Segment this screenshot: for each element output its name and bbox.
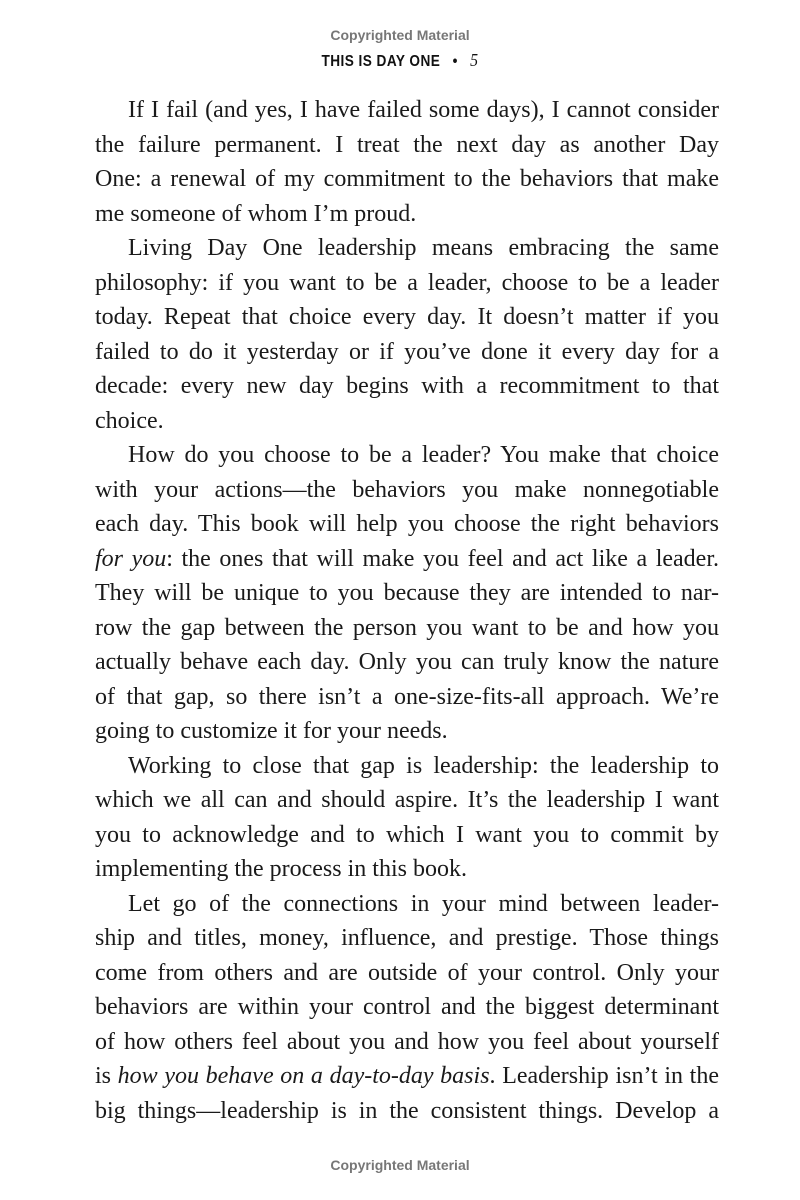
text-segment: come from others and are outside of your control. Only your — [95, 959, 719, 986]
text-line — [95, 473, 719, 508]
body-text — [95, 93, 719, 1128]
text-segment: of that gap, so there isn’t a one-size-fits-all approach. We’re — [95, 683, 719, 710]
italic-text: how you behave on a day-to-day basis — [117, 1063, 490, 1089]
text-segment: Living Day One leadership means embracing the same — [128, 235, 719, 261]
text-segment: One: a renewal of my commitment to the behaviors that make — [95, 166, 719, 192]
text-segment: . Leadership isn’t in the — [489, 1063, 719, 1089]
text-segment: each day. This book will help you choose the right behaviors — [95, 511, 719, 537]
text-line — [95, 956, 719, 991]
text-line — [95, 680, 719, 715]
text-line — [95, 1094, 719, 1129]
text-line — [95, 231, 719, 266]
text-line — [95, 369, 719, 404]
text-line — [95, 197, 719, 232]
copyright-watermark-bottom: Copyrighted Material — [330, 1157, 470, 1173]
text-line — [95, 645, 719, 680]
text-line — [95, 783, 719, 818]
text-line — [95, 921, 719, 956]
text-line — [95, 128, 719, 163]
paragraph — [95, 749, 719, 887]
text-line — [95, 542, 719, 577]
text-line — [95, 404, 719, 439]
text-segment: They will be unique to you because they are intended to nar- — [95, 580, 719, 606]
text-segment: the failure permanent. I treat the next day as another Day — [95, 131, 719, 158]
text-segment: is — [95, 1063, 118, 1089]
text-segment: you to acknowledge and to which I want you to commit by — [95, 821, 719, 848]
text-segment: going to customize it for your needs. — [95, 718, 448, 744]
text-segment: philosophy: if you want to be a leader, choose to be a leader — [95, 269, 719, 296]
text-line — [95, 93, 719, 128]
text-line — [95, 611, 719, 646]
text-line — [95, 1025, 719, 1060]
italic-text: for you — [95, 545, 167, 572]
text-segment: behaviors are within your control and the biggest determinant — [95, 994, 719, 1020]
paragraph — [95, 93, 719, 231]
separator-bullet: • — [452, 53, 458, 70]
text-segment: : the ones that will make you feel and act like a leader. — [166, 545, 719, 572]
text-segment: with your actions—the behaviors you make nonnegotiable — [95, 476, 719, 503]
page-number: 5 — [470, 50, 479, 70]
text-segment: ship and titles, money, influence, and prestige. Those things — [95, 925, 719, 951]
text-segment: How do you choose to be a leader? You make that choice — [128, 442, 719, 468]
paragraph — [95, 231, 719, 438]
text-segment: decade: every new day begins with a recommitment to that — [95, 373, 719, 399]
text-line — [95, 714, 719, 749]
text-line — [95, 438, 719, 473]
text-line — [95, 266, 719, 301]
text-line — [95, 507, 719, 542]
text-line — [95, 887, 719, 922]
text-line — [95, 990, 719, 1025]
text-segment: of how others feel about you and how you feel about yourself — [95, 1028, 719, 1055]
text-line — [95, 749, 719, 784]
text-line — [95, 162, 719, 197]
text-segment: which we all can and should aspire. It’s the leadership I want — [95, 787, 719, 813]
paragraph — [95, 887, 719, 1129]
running-head — [48, 50, 752, 71]
text-segment: actually behave each day. Only you can truly know the nature — [95, 649, 719, 675]
text-segment: today. Repeat that choice every day. It doesn’t matter if you — [95, 304, 719, 330]
text-segment: Let go of the connections in your mind between leader- — [128, 890, 719, 917]
text-segment: If I fail (and yes, I have failed some days), I cannot consider — [128, 97, 719, 123]
text-line — [95, 852, 719, 887]
text-segment: me someone of whom I’m proud. — [95, 200, 417, 227]
text-segment: big things—leadership is in the consistent things. Develop a — [95, 1097, 719, 1124]
text-line — [95, 1059, 719, 1094]
text-line — [95, 300, 719, 335]
text-segment: row the gap between the person you want to be and how you — [95, 614, 719, 641]
text-line — [95, 818, 719, 853]
paragraph — [95, 438, 719, 749]
text-segment: Working to close that gap is leadership: the leadership to — [128, 752, 719, 779]
text-segment: failed to do it yesterday or if you’ve done it every day for a — [95, 338, 719, 365]
chapter-title: THIS IS DAY ONE — [321, 53, 441, 70]
text-line — [95, 335, 719, 370]
text-segment: implementing the process in this book. — [95, 856, 467, 882]
text-line — [95, 576, 719, 611]
text-segment: choice. — [95, 407, 164, 434]
copyright-watermark-top: Copyrighted Material — [330, 27, 470, 43]
